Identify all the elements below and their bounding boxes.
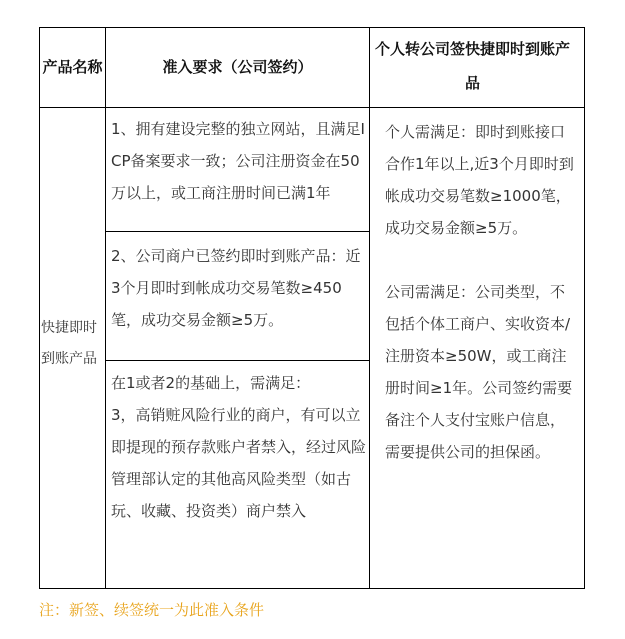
requirement-item-3: 在1或者2的基础上，需满足： 3，高销赃风险行业的商户，有可以立即提现的预存款账户者禁入，经过风险管理部认定的其他高风险类型（如古玩、收藏、投资类）商户禁入 — [111, 374, 367, 520]
personal-requirement: 个人需满足：即时到账接口合作1年以上,近3个月即时到帐成功交易笔数≥1000笔，成功交易金额≥5万。 — [385, 123, 574, 237]
header-personal-to-company: 个人转公司签快捷即时到账产品 — [375, 40, 571, 92]
header-product-name: 产品名称 — [42, 58, 103, 76]
header-divider — [40, 107, 584, 108]
divider-col-2 — [369, 28, 370, 588]
requirements-table — [39, 27, 585, 589]
product-name-cell: 快捷即时到账产品 — [41, 320, 97, 367]
requirement-item-1: 1、拥有建设完整的独立网站，且满足ICP备案要求一致；公司注册资金在50万以上，或工商注册时间已满1年 — [111, 120, 365, 202]
footnote: 注：新签、续签统一为此准入条件 — [39, 601, 265, 619]
requirement-item-2: 2、公司商户已签约即时到账产品：近3个月即时到帐成功交易笔数≥450笔，成功交易金额≥5万。 — [111, 247, 361, 329]
requirement-divider-2 — [106, 360, 369, 361]
requirement-divider-1 — [106, 231, 369, 232]
header-requirements: 准入要求（公司签约） — [162, 58, 313, 76]
company-requirement: 公司需满足：公司类型，不包括个体工商户、实收资本/注册资本≥50W，或工商注册时间≥1年。公司签约需要备注个人支付宝账户信息，需要提供公司的担保函。 — [385, 283, 573, 461]
divider-col-1 — [105, 28, 106, 588]
